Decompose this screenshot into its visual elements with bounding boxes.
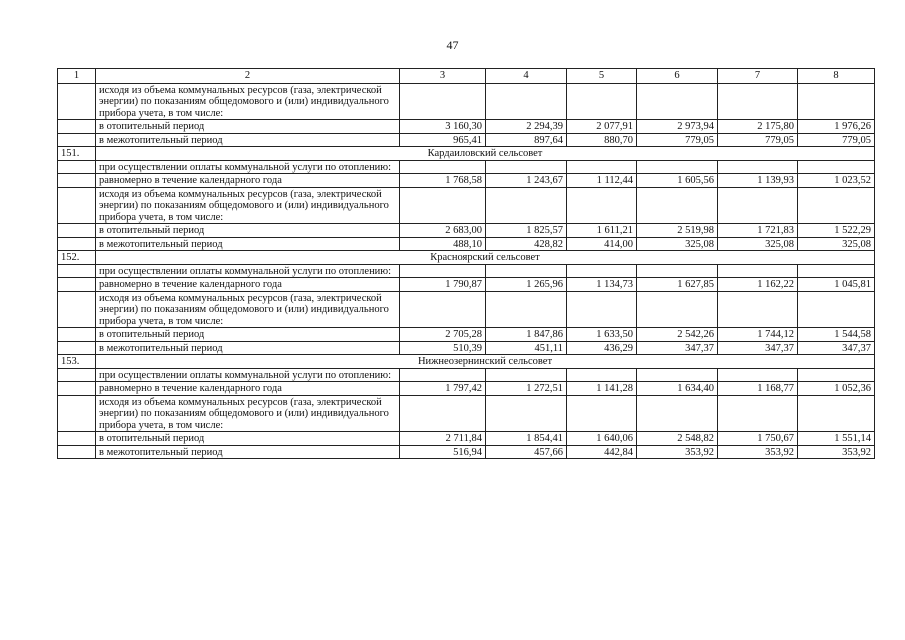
empty-cell [400,160,486,174]
column-number-cell: 2 [96,69,400,84]
empty-cell [718,160,798,174]
value-cell: 2 711,84 [400,432,486,446]
empty-cell [718,187,798,224]
value-cell: 1 272,51 [486,382,567,396]
empty-cell [58,291,96,328]
value-cell: 779,05 [637,133,718,147]
value-cell: 488,10 [400,237,486,251]
description-row [58,395,875,432]
section-title: Нижнеозернинский сельсовет [96,355,875,369]
value-cell: 1 854,41 [486,432,567,446]
row-label: равномерно в течение календарного года [96,382,400,396]
empty-cell [58,341,96,355]
value-cell: 1 162,22 [718,278,798,292]
empty-cell [58,432,96,446]
row-label: в межотопительный период [96,237,400,251]
empty-cell [798,368,875,382]
empty-cell [798,395,875,432]
value-cell: 1 052,36 [798,382,875,396]
value-cell: 897,64 [486,133,567,147]
column-number-cell: 4 [486,69,567,84]
table-row [58,120,875,134]
value-cell: 2 294,39 [486,120,567,134]
empty-cell [637,187,718,224]
empty-cell [718,264,798,278]
row-description: исходя из объема коммунальных ресурсов (газа, электрической энергии) по показаниям общедомового и (или) индивидуального прибора учета, в том числе: [96,83,400,120]
value-cell: 1 134,73 [567,278,637,292]
table-row [58,174,875,188]
table-row [58,445,875,459]
description-row [58,83,875,120]
column-number-cell: 6 [637,69,718,84]
row-label: в межотопительный период [96,445,400,459]
value-cell: 347,37 [718,341,798,355]
empty-cell [798,291,875,328]
empty-cell [58,445,96,459]
empty-cell [58,278,96,292]
value-cell: 1 721,83 [718,224,798,238]
empty-cell [637,160,718,174]
empty-cell [58,174,96,188]
empty-cell [58,264,96,278]
row-description: исходя из объема коммунальных ресурсов (газа, электрической энергии) по показаниям общедомового и (или) индивидуального прибора учета, в том числе: [96,291,400,328]
empty-cell [400,187,486,224]
column-number-cell: 7 [718,69,798,84]
empty-cell [718,83,798,120]
empty-cell [486,264,567,278]
value-cell: 1 551,14 [798,432,875,446]
value-cell: 516,94 [400,445,486,459]
empty-cell [486,187,567,224]
empty-cell [58,187,96,224]
empty-cell [486,83,567,120]
page-number: 47 [446,38,459,52]
empty-cell [58,237,96,251]
value-cell: 1 750,67 [718,432,798,446]
value-cell: 1 790,87 [400,278,486,292]
value-cell: 457,66 [486,445,567,459]
empty-cell [798,160,875,174]
value-cell: 1 605,56 [637,174,718,188]
empty-cell [718,395,798,432]
value-cell: 2 705,28 [400,328,486,342]
value-cell: 3 160,30 [400,120,486,134]
empty-cell [58,395,96,432]
value-cell: 1 640,06 [567,432,637,446]
value-cell: 2 519,98 [637,224,718,238]
value-cell: 436,29 [567,341,637,355]
section-header-row [58,355,875,369]
empty-cell [567,187,637,224]
value-cell: 2 175,80 [718,120,798,134]
column-number-cell: 8 [798,69,875,84]
description-row [58,264,875,278]
value-cell: 451,11 [486,341,567,355]
tariff-table [57,68,875,459]
column-number-cell: 5 [567,69,637,84]
value-cell: 510,39 [400,341,486,355]
value-cell: 1 634,40 [637,382,718,396]
row-label: равномерно в течение календарного года [96,278,400,292]
value-cell: 347,37 [798,341,875,355]
row-label: в межотопительный период [96,133,400,147]
table-row [58,237,875,251]
value-cell: 353,92 [798,445,875,459]
empty-cell [58,83,96,120]
value-cell: 325,08 [718,237,798,251]
section-index: 153. [58,355,96,369]
empty-cell [58,382,96,396]
section-index: 151. [58,147,96,161]
column-number-cell: 1 [58,69,96,84]
value-cell: 1 023,52 [798,174,875,188]
value-cell: 965,41 [400,133,486,147]
empty-cell [567,368,637,382]
table-row [58,328,875,342]
empty-cell [486,395,567,432]
empty-cell [718,368,798,382]
value-cell: 1 045,81 [798,278,875,292]
value-cell: 428,82 [486,237,567,251]
empty-cell [567,395,637,432]
empty-cell [400,368,486,382]
empty-cell [798,83,875,120]
row-description: при осуществлении оплаты коммунальной услуги по отоплению: [96,160,400,174]
empty-cell [58,160,96,174]
empty-cell [637,395,718,432]
value-cell: 1 976,26 [798,120,875,134]
value-cell: 1 168,77 [718,382,798,396]
row-label: в отопительный период [96,328,400,342]
section-index: 152. [58,251,96,265]
empty-cell [567,160,637,174]
empty-cell [58,368,96,382]
table-row [58,278,875,292]
row-label: равномерно в течение календарного года [96,174,400,188]
empty-cell [798,187,875,224]
empty-cell [567,264,637,278]
table-row [58,432,875,446]
empty-cell [637,368,718,382]
table-body [58,69,875,459]
empty-cell [486,291,567,328]
value-cell: 347,37 [637,341,718,355]
value-cell: 880,70 [567,133,637,147]
table-row [58,341,875,355]
value-cell: 2 548,82 [637,432,718,446]
section-title: Кардаиловский сельсовет [96,147,875,161]
empty-cell [486,368,567,382]
value-cell: 779,05 [718,133,798,147]
row-label: в межотопительный период [96,341,400,355]
row-description: исходя из объема коммунальных ресурсов (газа, электрической энергии) по показаниям общедомового и (или) индивидуального прибора учета, в том числе: [96,395,400,432]
section-header-row [58,147,875,161]
value-cell: 1 139,93 [718,174,798,188]
empty-cell [58,133,96,147]
value-cell: 1 141,28 [567,382,637,396]
value-cell: 2 542,26 [637,328,718,342]
row-label: в отопительный период [96,432,400,446]
value-cell: 1 797,42 [400,382,486,396]
empty-cell [567,291,637,328]
empty-cell [400,83,486,120]
description-row [58,160,875,174]
column-number-row [58,69,875,84]
empty-cell [58,328,96,342]
value-cell: 325,08 [637,237,718,251]
row-description: исходя из объема коммунальных ресурсов (газа, электрической энергии) по показаниям общедомового и (или) индивидуального прибора учета, в том числе: [96,187,400,224]
value-cell: 414,00 [567,237,637,251]
empty-cell [637,264,718,278]
value-cell: 779,05 [798,133,875,147]
table-row [58,224,875,238]
value-cell: 1 265,96 [486,278,567,292]
empty-cell [637,83,718,120]
value-cell: 1 522,29 [798,224,875,238]
empty-cell [637,291,718,328]
value-cell: 353,92 [637,445,718,459]
empty-cell [400,291,486,328]
empty-cell [400,264,486,278]
value-cell: 353,92 [718,445,798,459]
value-cell: 442,84 [567,445,637,459]
description-row [58,368,875,382]
value-cell: 2 973,94 [637,120,718,134]
value-cell: 1 243,67 [486,174,567,188]
column-number-cell: 3 [400,69,486,84]
value-cell: 2 077,91 [567,120,637,134]
value-cell: 1 112,44 [567,174,637,188]
value-cell: 1 744,12 [718,328,798,342]
section-header-row [58,251,875,265]
value-cell: 1 544,58 [798,328,875,342]
empty-cell [58,120,96,134]
value-cell: 1 768,58 [400,174,486,188]
empty-cell [718,291,798,328]
table-row [58,382,875,396]
value-cell: 2 683,00 [400,224,486,238]
empty-cell [798,264,875,278]
row-label: в отопительный период [96,224,400,238]
row-label: в отопительный период [96,120,400,134]
empty-cell [58,224,96,238]
value-cell: 1 611,21 [567,224,637,238]
value-cell: 1 847,86 [486,328,567,342]
value-cell: 325,08 [798,237,875,251]
section-title: Красноярский сельсовет [96,251,875,265]
value-cell: 1 825,57 [486,224,567,238]
row-description: при осуществлении оплаты коммунальной услуги по отоплению: [96,368,400,382]
value-cell: 1 627,85 [637,278,718,292]
table-row [58,133,875,147]
empty-cell [400,395,486,432]
row-description: при осуществлении оплаты коммунальной услуги по отоплению: [96,264,400,278]
empty-cell [567,83,637,120]
description-row [58,291,875,328]
empty-cell [486,160,567,174]
description-row [58,187,875,224]
value-cell: 1 633,50 [567,328,637,342]
